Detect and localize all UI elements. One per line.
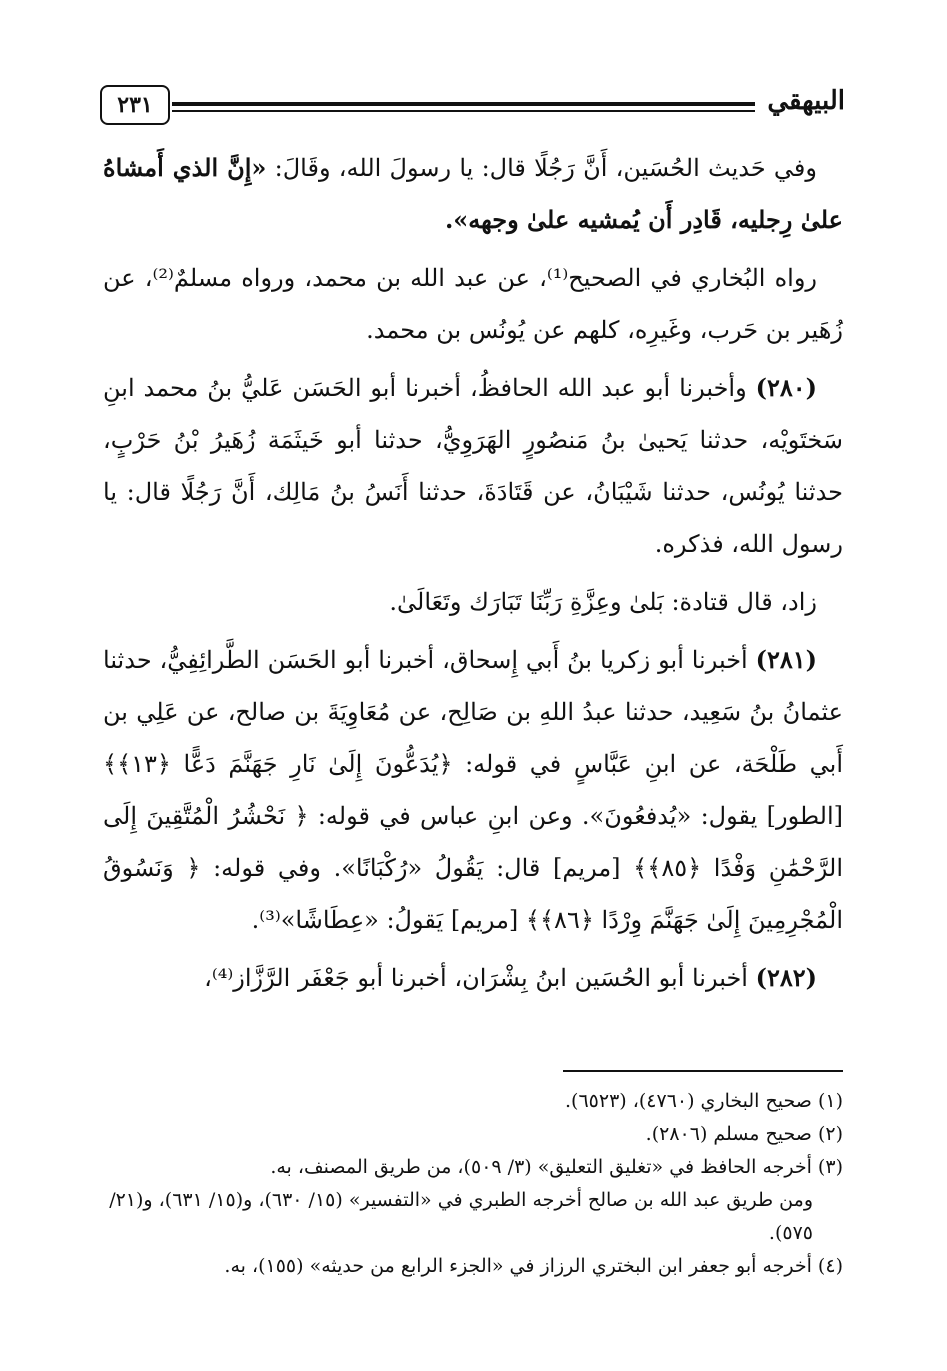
bold-segment: (٢٨٠) [755, 373, 817, 402]
paragraph-text: رواه البُخاري في الصحيح⁽¹⁾، عن عبد الله بن محمد، ورواه مسلمٌ⁽²⁾، عن زُهَير بن حَرب، وغَيرِه، كلهم عن يُونُس بن محمد. [103, 264, 843, 344]
paragraph-text: وفي حَديث الحُسَين، أَنَّ رَجُلًا قال: يا رسولَ الله، وقَالَ: «إِنَّ الذي أَمشاهُ علىٰ رِجليه، قَادِر أَن يُمشيه علىٰ وجهه». [103, 153, 843, 234]
paragraph [103, 252, 843, 356]
footnote-continuation: ومن طريق عبد الله بن صالح أخرجه الطبري في «التفسير» (١٥/ ٦٣٠)، و(١٥/ ٦٣١)، و(٢١/ ٥٧٥). [109, 1189, 813, 1244]
header-rule [172, 102, 755, 112]
paragraph [103, 142, 843, 246]
footnote: (٤) أخرجه أبو جعفر ابن البختري الرزاز في «الجزء الرابع من حديثه» (١٥٥)، به. [224, 1255, 843, 1277]
main-text [103, 142, 843, 1010]
paragraph [103, 362, 843, 570]
paragraph-text: زاد، قال قتادة: بَلىٰ وعِزَّةِ رَبِّنَا تَبَارَك وتَعَالَىٰ. [389, 588, 817, 616]
page-header [100, 84, 845, 128]
footnote: (٢) صحيح مسلم (٢٨٠٦). [645, 1123, 843, 1145]
page-number: ٢٣١ [100, 85, 170, 125]
footnote-separator [563, 1070, 843, 1072]
paragraph [103, 952, 843, 1004]
footnote: (٣) أخرجه الحافظ في «تغليق التعليق» (٣/ ٥٠٩)، من طريق المصنف، به. [270, 1156, 843, 1178]
paragraph-text: (٢٨١) أخبرنا أبو زكريا بنُ أَبي إِسحاق، أخبرنا أبو الحَسَن الطَّرائِفِيُّ، حدثنا عثمانُ بنُ سَعِيد، حدثنا عبدُ اللهِ بن صَالِح، عن مُعَاوِيَةَ بن صالح، عن عَلِي بن أَبي طَلْحَة، عن ابنِ عَبَّاسٍ في قوله: ﴿يُدَعُّونَ إِلَىٰ نَارِ جَهَنَّمَ دَعًّا ﴿١٣﴾﴾ [الطور] يقول: «يُدفعُونَ». وعن ابنِ عباس في قوله: ﴿ نَحْشُرُ الْمُتَّقِينَ إِلَى الرَّحْمَٰنِ وَفْدًا ﴿٨٥﴾﴾ [مريم] قال: يَقُولُ «رُكْبَانًا». وفي قوله: ﴿ وَنَسُوقُ الْمُجْرِمِينَ إِلَىٰ جَهَنَّمَ وِرْدًا ﴿٨٦﴾﴾ [مريم] يَقولُ: «عِطَاشًا»⁽³⁾. [103, 645, 843, 934]
footnote: (١) صحيح البخاري (٤٧٦٠)، (٦٥٢٣). [565, 1090, 843, 1112]
footnotes [103, 1085, 843, 1283]
paragraph-text: (٢٨٢) أخبرنا أبو الحُسَين ابنُ بِشْرَان، أخبرنا أبو جَعْفَر الرَّزَّاز⁽⁴⁾، [204, 963, 817, 992]
bold-segment: «إِنَّ الذي أَمشاهُ علىٰ رِجليه، قَادِر أَن يُمشيه علىٰ وجهه». [103, 153, 843, 234]
book-title: البيهقي [767, 86, 845, 116]
bold-segment: (٢٨١) [755, 645, 817, 674]
paragraph [103, 576, 843, 628]
paragraph-text: (٢٨٠) وأخبرنا أبو عبد الله الحافظُ، أخبرنا أبو الحَسَن عَليُّ بنُ محمد ابنِ سَختَويْه، حدثنا يَحيىٰ بنُ مَنصُورٍ الهَرَوِيُّ، حدثنا أبو خَيثَمَة زُهَيرُ بْنُ حَرْبٍ، حدثنا يُونُس، حدثنا شَيْبَانُ، عن قَتَادَةَ، حدثنا أَنَسُ بنُ مَالِك، أَنَّ رَجُلًا قال: يا رسول الله، فذكره. [103, 373, 843, 558]
bold-segment: (٢٨٢) [755, 963, 817, 992]
paragraph [103, 634, 843, 946]
